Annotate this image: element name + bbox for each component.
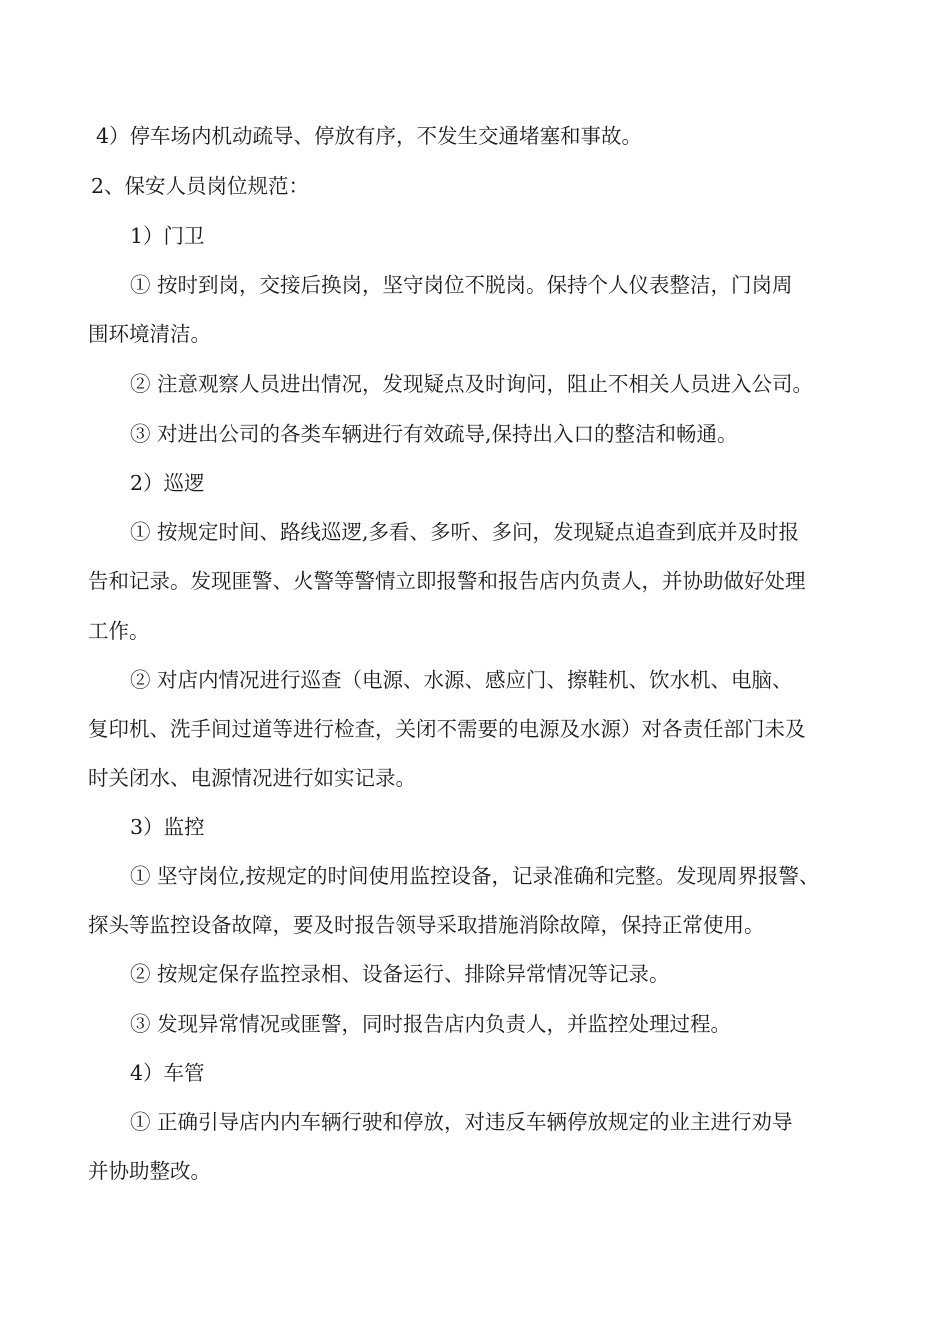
patrol-item-2: ② 对店内情况进行巡查（电源、水源、感应门、擦鞋机、饮水机、电脑、 (130, 668, 793, 692)
subheading-gatekeeper: 1）门卫 (130, 224, 205, 248)
subheading-monitoring: 3）监控 (130, 815, 205, 839)
patrol-item-2-cont-1: 复印机、洗手间过道等进行检查，关闭不需要的电源及水源）对各责任部门未及 (88, 717, 806, 741)
vehicle-item-1-cont: 并协助整改。 (88, 1159, 211, 1183)
gatekeeper-item-1-cont: 围环境清洁。 (88, 322, 211, 346)
text-line-parking-order: 4）停车场内机动疏导、停放有序，不发生交通堵塞和事故。 (96, 124, 643, 148)
monitoring-item-1-cont: 探头等监控设备故障，要及时报告领导采取措施消除故障，保持正常使用。 (88, 913, 765, 937)
monitoring-item-1: ① 坚守岗位,按规定的时间使用监控设备，记录准确和完整。发现周界报警、 (130, 864, 820, 888)
patrol-item-1-cont-2: 工作。 (88, 619, 150, 643)
gatekeeper-item-2: ② 注意观察人员进出情况，发现疑点及时询问，阻止不相关人员进入公司。 (130, 372, 814, 396)
section-heading-guard-standards: 2、保安人员岗位规范： (91, 174, 310, 198)
patrol-item-1: ① 按规定时间、路线巡逻,多看、多听、多问，发现疑点追查到底并及时报 (130, 520, 800, 544)
gatekeeper-item-1: ① 按时到岗，交接后换岗，坚守岗位不脱岗。保持个人仪表整洁，门岗周 (130, 273, 793, 297)
patrol-item-1-cont-1: 告和记录。发现匪警、火警等警情立即报警和报告店内负责人，并协助做好处理 (88, 569, 806, 593)
monitoring-item-2: ② 按规定保存监控录相、设备运行、排除异常情况等记录。 (130, 962, 670, 986)
gatekeeper-item-3: ③ 对进出公司的各类车辆进行有效疏导,保持出入口的整洁和畅通。 (130, 422, 738, 446)
monitoring-item-3: ③ 发现异常情况或匪警，同时报告店内负责人，并监控处理过程。 (130, 1012, 732, 1036)
subheading-patrol: 2）巡逻 (130, 471, 205, 495)
vehicle-item-1: ① 正确引导店内内车辆行驶和停放，对违反车辆停放规定的业主进行劝导 (130, 1110, 793, 1134)
subheading-vehicle-management: 4）车管 (130, 1061, 205, 1085)
patrol-item-2-cont-2: 时关闭水、电源情况进行如实记录。 (88, 766, 416, 790)
